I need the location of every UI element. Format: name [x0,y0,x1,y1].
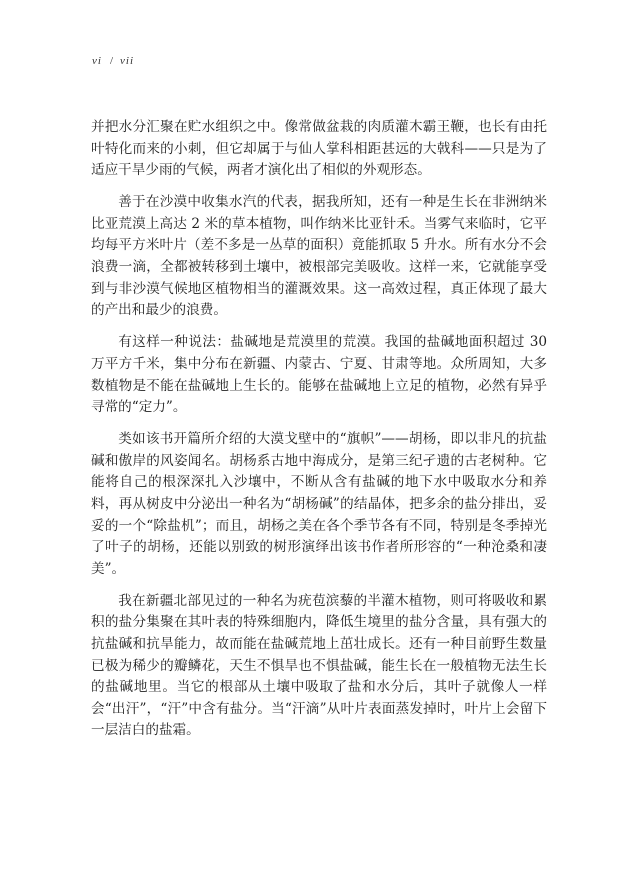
paragraph: 类如该书开篇所介绍的大漠戈壁中的“旗帜”——胡杨，即以非凡的抗盐碱和傲岸的风姿闻名。胡杨系古地中海成分，是第三纪孑遗的古老树种。它能将自己的根深深扎入沙壤中，不断从含有盐碱的地下水中吸取水分和养料，再从树皮中分泌出一种名为“胡杨碱”的结晶体，把多余的盐分排出，妥妥的一个“除盐机”；而且，胡杨之美在各个季节各有不同，特别是冬季掉光了叶子的胡杨，还能以别致的树形演绎出该书作者所形容的“一种沧桑和凄美”。 [91,431,547,577]
page-number-current: vi [92,55,102,67]
paragraph: 有这样一种说法：盐碱地是荒漠里的荒漠。我国的盐碱地面积超过 30 万平方千米，集中分布在新疆、内蒙古、宁夏、甘肃等地。众所周知，大多数植物是不能在盐碱地上生长的。能够在盐碱地上立足的植物，必然有异乎寻常的“定力”。 [91,334,547,416]
body-text [91,117,547,753]
page-number-separator: / [109,55,115,67]
paragraph-continuation: 并把水分汇聚在贮水组织之中。像常做盆栽的肉质灌木霸王鞭，也长有由托叶特化而来的小刺，但它却属于与仙人掌科相距甚远的大戟科——只是为了适应干旱少雨的气候，两者才演化出了相似的外观形态。 [91,119,547,179]
page-number-total: vii [120,55,135,67]
page-number [92,55,134,67]
paragraph: 善于在沙漠中收集水汽的代表，据我所知，还有一种是生长在非洲纳米比亚荒漠上高达 2 米的草本植物，叫作纳米比亚针禾。当雾气来临时，它平均每平方米叶片（差不多是一丛草的面积）竟能抓取 5 升水。所有水分不会浪费一滴，全都被转移到土壤中，被根部完美吸收。这样一来，它就能享受到与非沙漠气候地区植物相当的灌溉效果。这一高效过程，真正体现了最大的产出和最少的浪费。 [91,194,547,319]
paragraph: 我在新疆北部见过的一种名为疣苞滨藜的半灌木植物，则可将吸收和累积的盐分集聚在其叶表的特殊细胞内，降低生境里的盐分含量，具有强大的抗盐碱和抗旱能力，故而能在盐碱荒地上茁壮成长。还有一种目前野生数量已极为稀少的瓣鳞花，天生不惧旱也不惧盐碱，能生长在一般植物无法生长的盐碱地里。当它的根部从土壤中吸取了盐和水分后，其叶子就像人一样会“出汗”，“汗”中含有盐分。当“汗滴”从叶片表面蒸发掉时，叶片上会留下一层洁白的盐霜。 [91,592,547,739]
